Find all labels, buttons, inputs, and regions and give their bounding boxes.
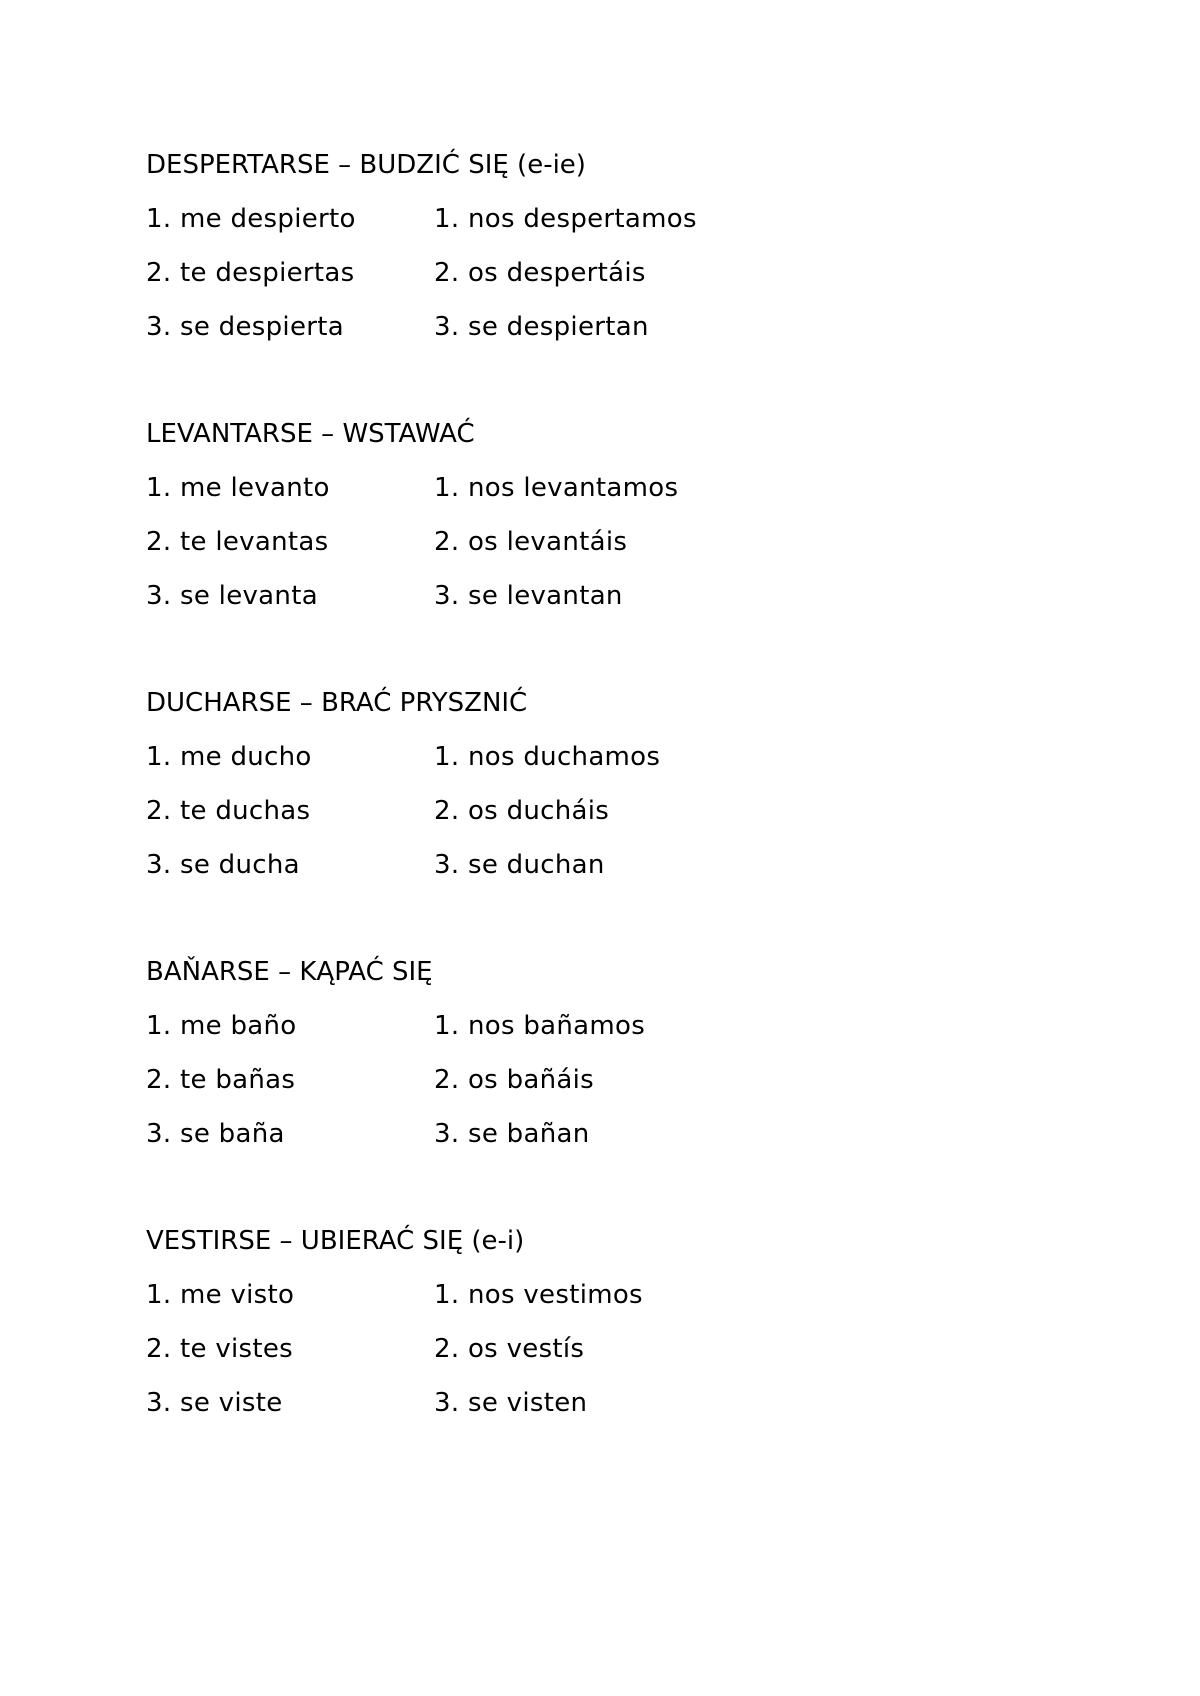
plural-form: 3. se despiertan [434, 312, 649, 342]
plural-form: 2. os despertáis [434, 258, 646, 288]
plural-form: 1. nos vestimos [434, 1280, 643, 1310]
plural-form: 2. os levantáis [434, 527, 628, 557]
singular-form: 2. te despiertas [146, 258, 355, 288]
plural-form: 2. os vestís [434, 1334, 585, 1364]
plural-form: 2. os ducháis [434, 796, 610, 826]
singular-form: 1. me levanto [146, 473, 330, 503]
conjugation-row [146, 461, 1146, 515]
plural-form: 3. se bañan [434, 1119, 590, 1149]
conjugation-row [146, 999, 1146, 1053]
conjugation-row [146, 1107, 1146, 1161]
singular-form: 3. se ducha [146, 850, 300, 880]
verb-block-ducharse [146, 676, 1146, 892]
singular-form: 3. se baña [146, 1119, 285, 1149]
verb-block-vestirse [146, 1214, 1146, 1430]
verb-heading: DUCHARSE – BRAĆ PRYSZNIĆ [146, 688, 528, 718]
plural-form: 1. nos despertamos [434, 204, 697, 234]
conjugation-row [146, 246, 1146, 300]
verb-block-banarse [146, 945, 1146, 1161]
singular-form: 1. me baño [146, 1011, 297, 1041]
singular-form: 1. me ducho [146, 742, 312, 772]
conjugation-row [146, 784, 1146, 838]
conjugation-row [146, 730, 1146, 784]
plural-form: 3. se duchan [434, 850, 605, 880]
plural-form: 1. nos duchamos [434, 742, 661, 772]
singular-form: 2. te bañas [146, 1065, 296, 1095]
plural-form: 3. se levantan [434, 581, 623, 611]
singular-form: 3. se viste [146, 1388, 283, 1418]
plural-form: 2. os bañáis [434, 1065, 595, 1095]
verb-block-despertarse [146, 138, 1146, 354]
singular-form: 3. se despierta [146, 312, 344, 342]
conjugation-row [146, 300, 1146, 354]
conjugation-row [146, 838, 1146, 892]
conjugation-sheet [146, 138, 1146, 1483]
verb-heading: LEVANTARSE – WSTAWAĆ [146, 419, 475, 449]
singular-form: 2. te duchas [146, 796, 311, 826]
singular-form: 2. te levantas [146, 527, 329, 557]
conjugation-row [146, 1376, 1146, 1430]
plural-form: 1. nos bañamos [434, 1011, 646, 1041]
conjugation-row [146, 1053, 1146, 1107]
singular-form: 1. me despierto [146, 204, 356, 234]
singular-form: 1. me visto [146, 1280, 295, 1310]
verb-heading: BAŇARSE – KĄPAĆ SIĘ [146, 957, 433, 987]
conjugation-row [146, 569, 1146, 623]
verb-heading: VESTIRSE – UBIERAĆ SIĘ (e-i) [146, 1226, 525, 1256]
verb-heading: DESPERTARSE – BUDZIĆ SIĘ (e-ie) [146, 150, 586, 180]
plural-form: 3. se visten [434, 1388, 588, 1418]
verb-block-levantarse [146, 407, 1146, 623]
conjugation-row [146, 192, 1146, 246]
conjugation-row [146, 1322, 1146, 1376]
plural-form: 1. nos levantamos [434, 473, 679, 503]
conjugation-row [146, 515, 1146, 569]
singular-form: 2. te vistes [146, 1334, 294, 1364]
conjugation-row [146, 1268, 1146, 1322]
singular-form: 3. se levanta [146, 581, 318, 611]
